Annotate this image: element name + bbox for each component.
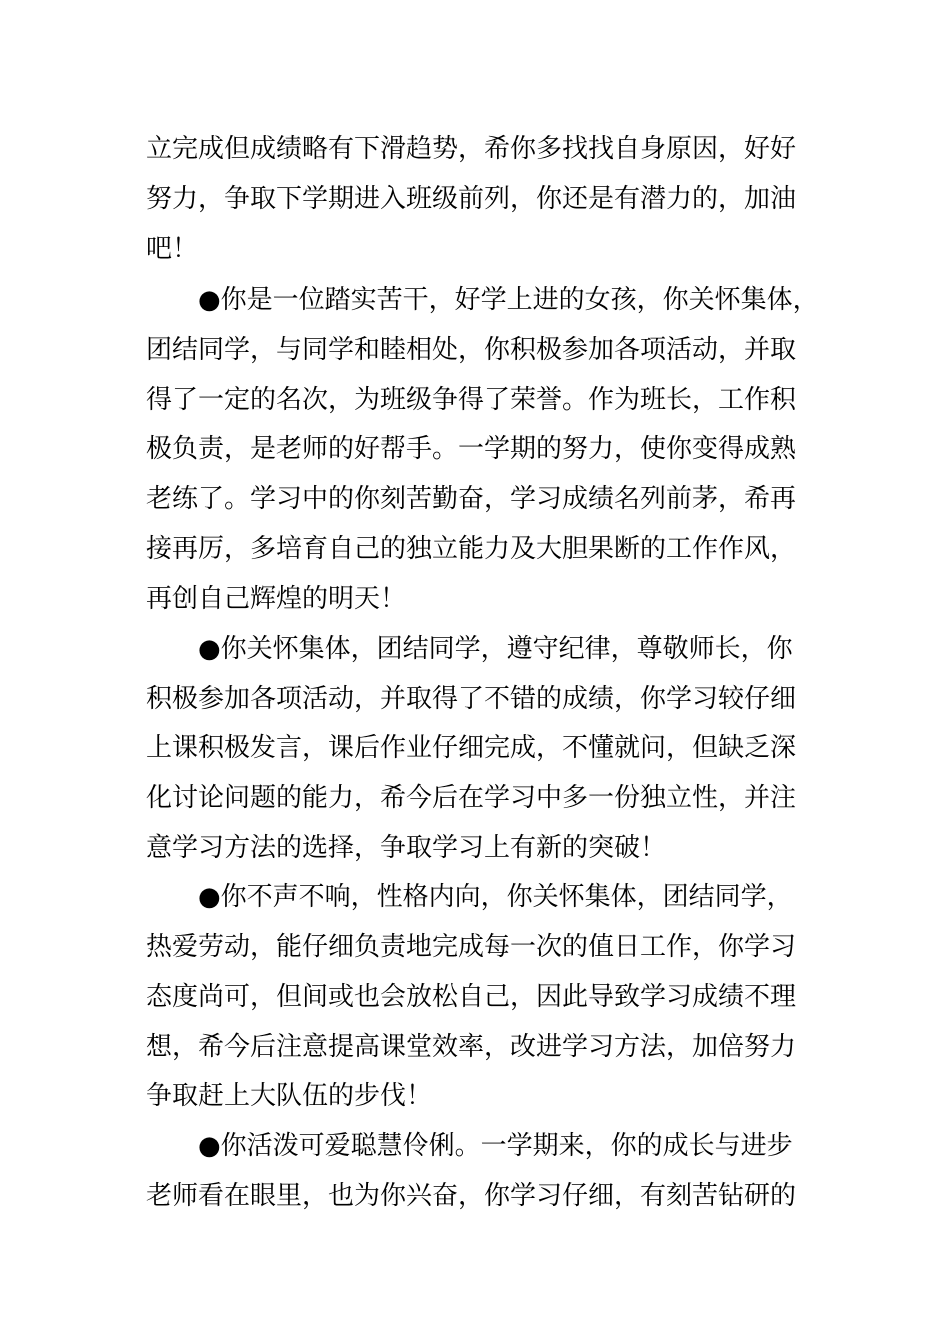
text-line: 接再厉，多培育自己的独立能力及大胆果断的工作作风，: [146, 534, 797, 564]
text-line: 热爱劳动，能仔细负责地完成每一次的值日工作，你学习: [146, 932, 797, 962]
text-line: 团结同学，与同学和睦相处，你积极参加各项活动，并取: [146, 335, 797, 365]
text-line: 再创自己辉煌的明天！: [146, 584, 407, 614]
text-line: 争取赶上大队伍的步伐！: [146, 1081, 433, 1111]
paragraph-start-line: ●你不声不响，性格内向，你关怀集体，团结同学，: [198, 882, 793, 912]
text-line: 上课积极发言，课后作业仔细完成，不懂就问，但缺乏深: [146, 733, 797, 763]
text-line: 吧！: [146, 234, 199, 264]
text-line: 意学习方法的选择，争取学习上有新的突破！: [146, 833, 667, 863]
text-line: 极负责，是老师的好帮手。一学期的努力，使你变得成熟: [146, 434, 797, 464]
text-line: 老师看在眼里，也为你兴奋，你学习仔细，有刻苦钻研的: [146, 1181, 797, 1211]
text-line: 立完成但成绩略有下滑趋势，希你多找找自身原因，好好: [146, 134, 797, 164]
paragraph-start-line: ●你是一位踏实苦干，好学上进的女孩，你关怀集体，: [198, 285, 819, 315]
paragraph-start-line: ●你关怀集体，团结同学，遵守纪律，尊敬师长，你: [198, 634, 793, 664]
text-line: 态度尚可，但间或也会放松自己，因此导致学习成绩不理: [146, 982, 797, 1012]
text-line: 想，希今后注意提高课堂效率，改进学习方法，加倍努力: [146, 1032, 797, 1062]
text-line: 努力，争取下学期进入班级前列，你还是有潜力的，加油: [146, 184, 797, 214]
paragraph-start-line: ●你活泼可爱聪慧伶俐。一学期来，你的成长与进步: [198, 1131, 793, 1161]
text-line: 得了一定的名次，为班级争得了荣誉。作为班长，工作积: [146, 385, 797, 415]
text-line: 积极参加各项活动，并取得了不错的成绩，你学习较仔细: [146, 684, 797, 714]
text-line: 老练了。学习中的你刻苦勤奋，学习成绩名列前茅，希再: [146, 484, 797, 514]
text-line: 化讨论问题的能力，希今后在学习中多一份独立性，并注: [146, 783, 797, 813]
